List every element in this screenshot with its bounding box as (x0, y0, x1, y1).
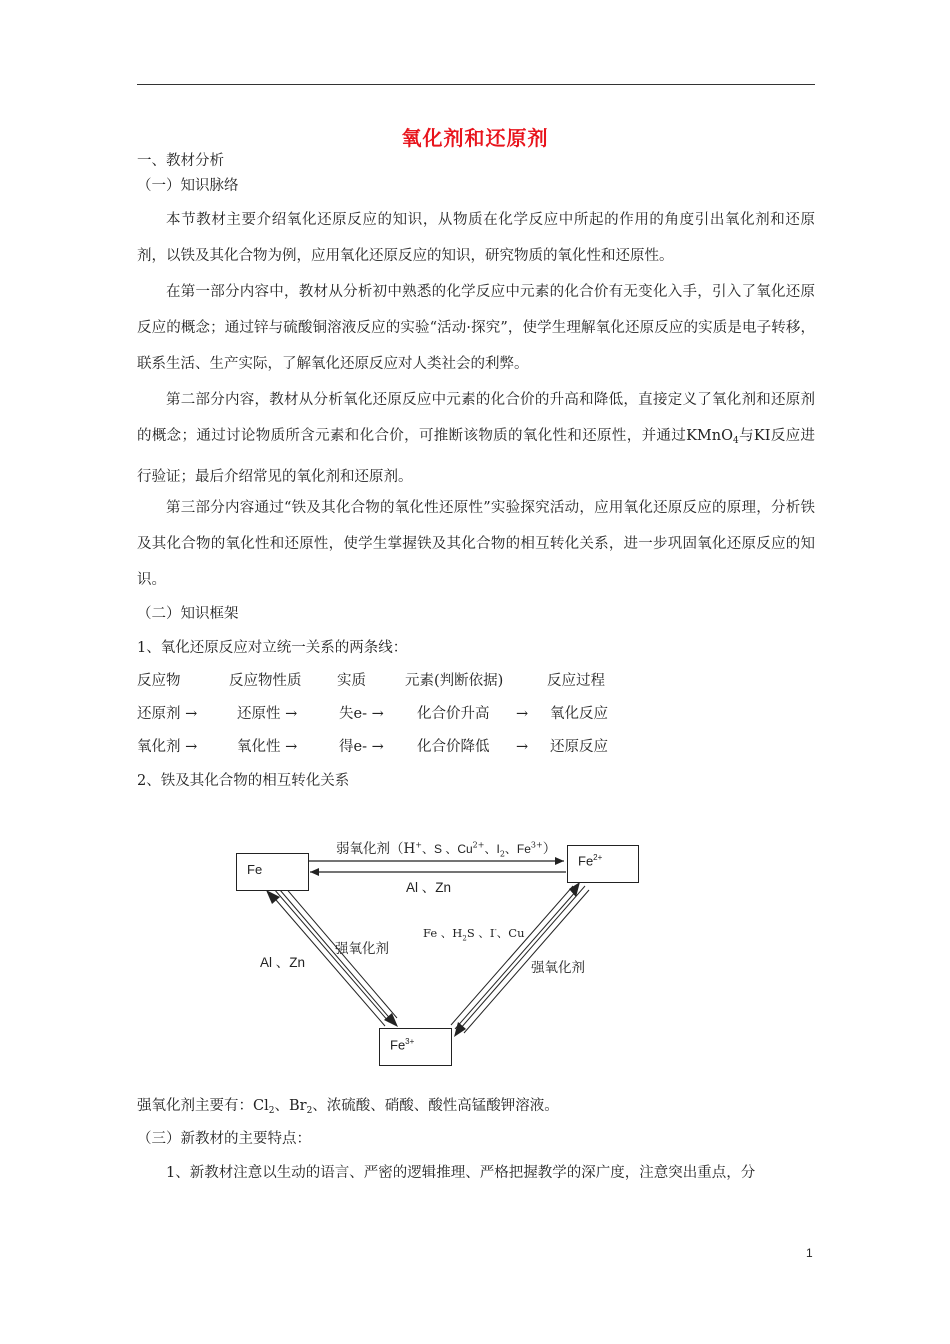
fe3-label: $Fe^{3+}$ (390, 1037, 415, 1053)
fe-label: Fe (247, 862, 263, 877)
right-reducers-label: Fe 、$H_2S$ 、I-、Cu (423, 926, 525, 943)
paragraph-4: 第三部分内容通过“铁及其化合物的氧化性还原性”实验探究活动，应用氧化还原反应的原理，分析铁及其化合物的氧化性和还原性，使学生掌握铁及其化合物的相互转化关系，进一步巩固氧化还原反应的知识。 (137, 500, 815, 588)
table-header-cell: 反应物 (137, 673, 181, 689)
framework-item-2: 2、铁及其化合物的相互转化关系 (137, 773, 350, 789)
table-header-cell: 元素(判断依据) (405, 673, 504, 689)
table-header-cell: 反应物性质 (229, 673, 302, 689)
table-cell: 失e- → (339, 706, 384, 722)
paragraph-1: 本节教材主要介绍氧化还原反应的知识，从物质在化学反应中所起的作用的角度引出氧化剂和还原剂，以铁及其化合物为例，应用氧化还原反应的知识，研究物质的氧化性和还原性。 (137, 212, 815, 264)
weak-oxidizer-label: 弱氧化剂（H+、S 、$Cu^{2+}$、$I_2$、$Fe^{3+}$） (336, 840, 557, 859)
framework-item-1: 1、氧化还原反应对立统一关系的两条线： (137, 640, 408, 656)
table-header-cell: 实质 (337, 673, 366, 689)
arrowhead-at-fe2 (569, 882, 580, 897)
table-cell: 化合价升高 (417, 706, 490, 722)
reducer-top-label: Al 、Zn (406, 880, 452, 895)
table-cell: 氧化性 → (237, 739, 298, 755)
table-cell: 还原性 → (237, 706, 298, 722)
section-heading-1: 一、教材分析 (137, 153, 224, 169)
table-cell: 氧化剂 → (137, 739, 198, 755)
paragraph-5: 1、新教材注意以生动的语言、严密的逻辑推理、严格把握教学的深广度，注意突出重点，分 (166, 1165, 756, 1181)
strong-oxidizer-left-label: 强氧化剂 (335, 941, 389, 957)
strong-oxidizer-right-label: 强氧化剂 (531, 960, 585, 976)
page-title: 氧化剂和还原剂 (401, 126, 549, 150)
table-cell: 还原剂 → (137, 706, 198, 722)
subsection-heading-1: （一）知识脉络 (137, 178, 239, 194)
subsection-heading-3: （三）新教材的主要特点： (137, 1131, 311, 1147)
fe2-label: $Fe^{2+}$ (578, 853, 603, 869)
paragraph-3: 第二部分内容，教材从分析氧化还原反应中元素的化合价的升高和降低，直接定义了氧化剂和还原剂的概念；通过讨论物质所含元素和化合价，可推断该物质的氧化性和还原性，并通过KMnO$_4$与KI反应进行验证；最后介绍常见的氧化剂和还原剂。 (137, 392, 815, 485)
table-header-cell: 反应过程 (547, 673, 605, 689)
page-number: 1 (806, 1246, 813, 1260)
arrowhead-at-fe3 (384, 1013, 398, 1027)
table-cell: 化合价降低 (417, 739, 490, 755)
table-cell: 还原反应 (550, 739, 608, 755)
table-cell: 得e- → (339, 739, 384, 755)
table-cell: → (516, 706, 529, 722)
reducer-left-label: Al 、Zn (260, 955, 306, 970)
table-cell: 氧化反应 (550, 706, 608, 722)
subsection-heading-2: （二）知识框架 (137, 606, 239, 622)
table-cell: → (516, 739, 529, 755)
paragraph-2: 在第一部分内容中，教材从分析初中熟悉的化学反应中元素的化合价有无变化入手，引入了氧化还原反应的概念；通过锌与硫酸铜溶液反应的实验“活动·探究”，使学生理解氧化还原反应的实质是电子转移，联系生活、生产实际，了解氧化还原反应对人类社会的利弊。 (137, 284, 815, 372)
strong-oxidizer-list: 强氧化剂主要有：$Cl_2$、$Br_2$、浓硫酸、硝酸、酸性高锰酸钾溶液。 (137, 1098, 559, 1116)
